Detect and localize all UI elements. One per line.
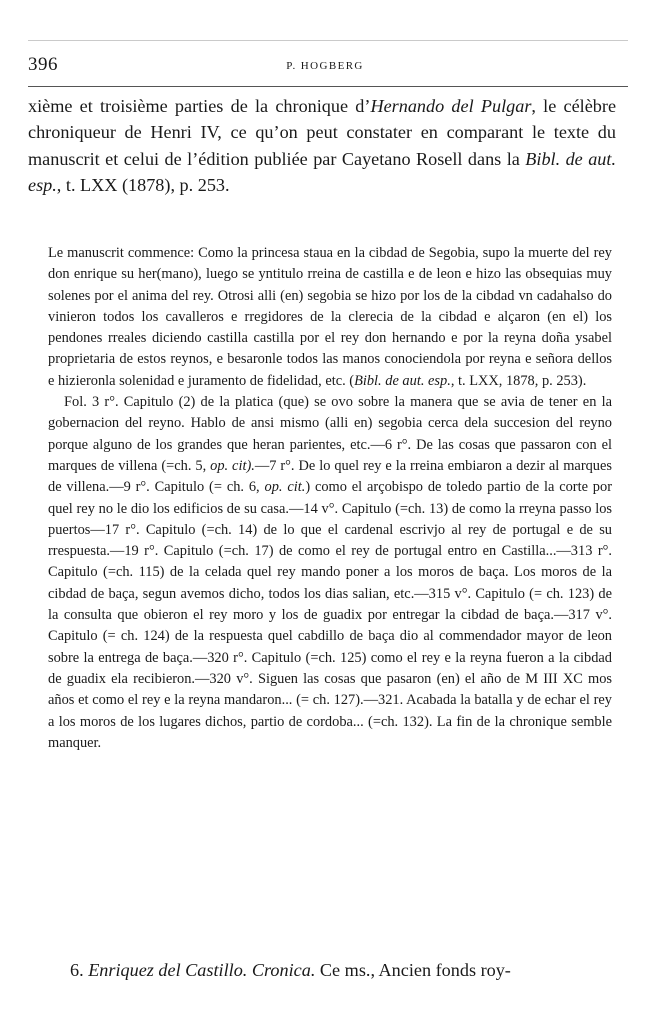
quote-p1-end: , t. LXX, 1878, p. 253).: [450, 372, 587, 389]
top-rule: [28, 40, 628, 41]
quote-p2-a: Fol. 3 r°. Capitulo (2) de la platica (que) se ovo sobre la manera que se avia de tener en la gobernacion del reyno. Hablo de ansi mismo (alli en) segobia cerca dela succesion del reyno porque alguno de los grandes que heran parientes, etc.—6 r°. De las cosas que passaron con el marques de villena (=ch. 5,: [48, 394, 612, 474]
quote-p2-b: —7 r°. De lo quel rey e la rreina embiaron a dezir al marques de villena.—9 r°. Capitulo (= ch. 6,: [48, 457, 612, 496]
entry-rest: Ce ms., Ancien fonds roy-: [315, 960, 511, 980]
lead-paragraph: [28, 93, 616, 199]
quote-p2-italic-1: op. cit).: [210, 457, 255, 474]
lead-text-1: xième et troisième parties de la chronique d’: [28, 96, 371, 116]
quote-p1-start: Le manuscrit commence: Como la princesa staua en la cibdad de Segobia, supo la muerte del rey don enrique su her(mano), luego se yntitulo rreina de castilla e de leon e hizo las obsequias muy solenes por el anima del rey. Otrosi alli (en) segobia se hizo por los de la cibdad vn cadahalso do vinieron todos los cavalleros e rregidores de la clerecia de la cibdad e alçaron (en el) los pendones rreales diciendo castilla castilla por el rey don hernando e por la reyna doña ysabel proprietaria de estos reynos, e besaronle todos las manos conociendola por reyna e señora dellos e hizieronla solenidad e juramento de fidelidad, etc. (: [48, 245, 612, 389]
quoted-block: [48, 243, 612, 754]
lead-italic-citation: Bibl. de aut. esp.: [28, 148, 616, 196]
lead-text-3: , t. LXX (1878), p. 253.: [56, 175, 230, 196]
quote-paragraph-2: [48, 392, 612, 754]
running-head: P. HOGBERG: [286, 60, 364, 72]
page-number: 396: [28, 54, 58, 75]
lead-italic-author: Hernando del Pulgar: [370, 96, 532, 116]
header-rule: [28, 86, 628, 87]
entry-title-italic: Enriquez del Castillo. Cronica.: [88, 960, 316, 980]
quote-p2-italic-2: op. cit.: [264, 479, 306, 496]
quote-paragraph-1: [48, 243, 612, 392]
next-entry-line: [70, 957, 616, 983]
quote-p2-c: ) como el arçobispo de toledo partio de la corte por quel rey no le dio los edificios de su casa.—14 v°. Capitulo (=ch. 13) de como la rreyna passo los puertos—17 r°. Capitulo (=ch. 14) de lo que el cardenal escrivjo al rey de portugal e de su rrespuesta.—19 r°. Capitulo (=ch. 17) de como el rey de portugal entro en Castilla...—313 r°. Capitulo (=ch. 115) de la celada quel rey mando poner a los moros de baça. Los moros de la cibdad de baça, segun avemos dicho, todos los dias salian, etc.—315 v°. Capitulo (= ch. 123) de la consulta que obieron el rey moro y los de guadix por entregar la cibdad de baça.—317 v°. Capitulo (= ch. 124) de la respuesta quel cabdillo de baça dio al commendador mayor de leon sobre la entrega de baça.—320 r°. Capitulo (=ch. 125) como el rey e la reyna fueron a la cibdad de guadix ela recibieron.—320 v°. Siguen las cosas que pasaron (en) el año de M III XC mos años et como el rey e la reyna mandaron... (= ch. 127).—321. Acabada la batalla y de echar el rey a los moros de los lugares dichos, partio de cordoba... (=ch. 132). La fin de la chronique semble manquer.: [48, 479, 612, 751]
lead-text-2: , le célèbre chroniqueur de Henri IV, ce qu’on peut constater en comparant le texte du manuscrit et celui de l’édition publiée par Cayetano Rosell dans la: [28, 96, 617, 169]
entry-number: 6.: [70, 960, 89, 980]
quote-p1-italic: Bibl. de aut. esp.: [354, 372, 451, 389]
